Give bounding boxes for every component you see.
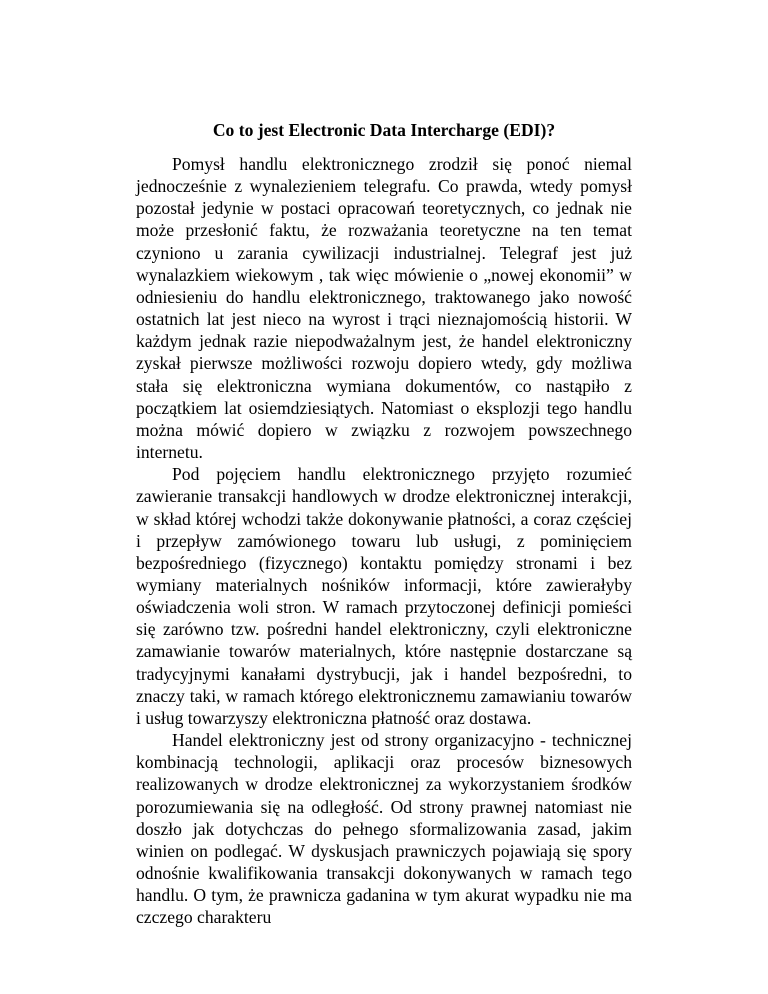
document-body	[136, 119, 632, 928]
paragraph-definition: Pod pojęciem handlu elektronicznego przyjęto rozumieć zawieranie transakcji handlowych w drodze elektronicznej interakcji, w skład której wchodzi także dokonywanie płatności, a coraz częściej i przepływ zamówionego towaru lub usługi, z pominięciem bezpośredniego (fizycznego) kontaktu pomiędzy stronami i bez wymiany materialnych nośników informacji, które zawierałyby oświadczenia woli stron. W ramach przytoczonej definicji pomieści się zarówno tzw. pośredni handel elektroniczny, czyli elektroniczne zamawianie towarów materialnych, które następnie dostarczane są tradycyjnymi kanałami dystrybucji, jak i handel bezpośredni, to znaczy taki, w ramach którego elektronicznemu zamawianiu towarów i usług towarzyszy elektroniczna płatność oraz dostawa.	[136, 464, 632, 728]
paragraph-history: Pomysł handlu elektronicznego zrodził się ponoć niemal jednocześnie z wynalezieniem telegrafu. Co prawda, wtedy pomysł pozostał jedynie w postaci opracowań teoretycznych, co jednak nie może przesłonić faktu, że rozważania teoretyczne na ten temat czyniono u zarania cywilizacji industrialnej. Telegraf jest już wynalazkiem wiekowym , tak więc mówienie o „nowej ekonomii” w odniesieniu do handlu elektronicznego, traktowanego jako nowość ostatnich lat jest nieco na wyrost i trąci nieznajomością historii. W każdym jednak razie niepodważalnym jest, że handel elektroniczny zyskał pierwsze możliwości rozwoju dopiero wtedy, gdy możliwa stała się elektroniczna wymiana dokumentów, co nastąpiło z początkiem lat osiemdziesiątych. Natomiast o eksplozji tego handlu można mówić dopiero w związku z rozwojem powszechnego internetu.	[136, 154, 632, 463]
paragraph-legal: Handel elektroniczny jest od strony organizacyjno - technicznej kombinacją technologii, aplikacji oraz procesów biznesowych realizowanych w drodze elektronicznej za wykorzystaniem środków porozumiewania się na odległość. Od strony prawnej natomiast nie doszło jak dotychczas do pełnego sformalizowania zasad, jakim winien on podlegać. W dyskusjach prawniczych pojawiają się spory odnośnie kwalifikowania transakcji dokonywanych w ramach tego handlu. O tym, że prawnicza gadanina w tym akurat wypadku nie ma czczego charakteru	[136, 730, 632, 928]
document-title: Co to jest Electronic Data Intercharge (EDI)?	[212, 120, 556, 140]
